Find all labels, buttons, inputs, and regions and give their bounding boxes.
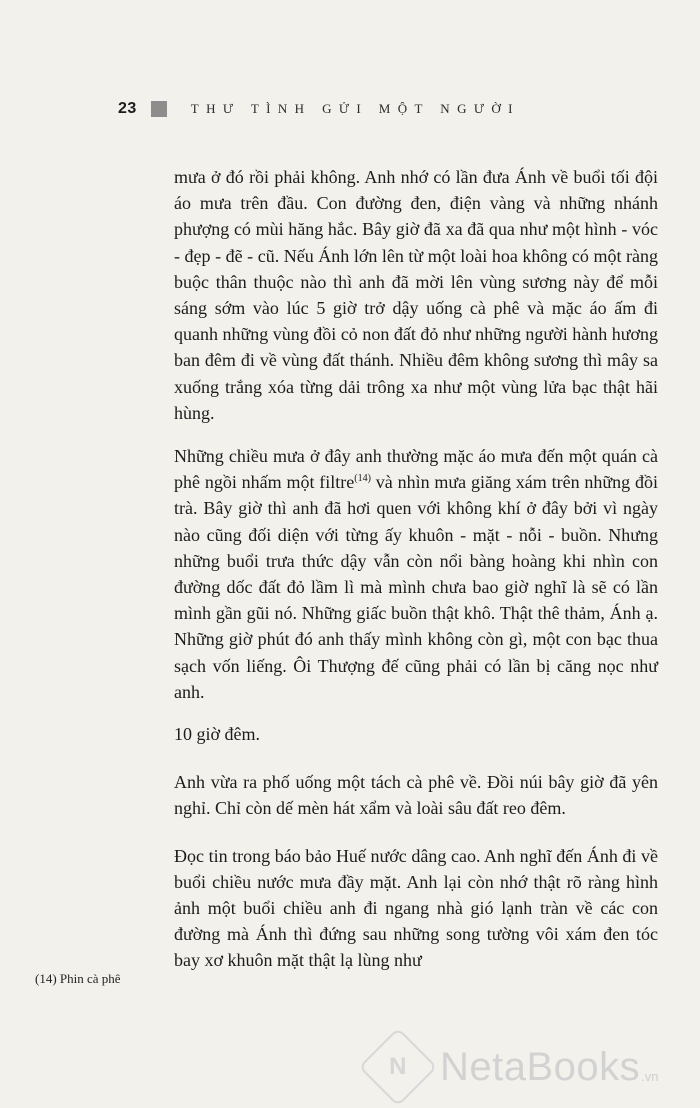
paragraph-4: Anh vừa ra phố uống một tách cà phê về. Đồi núi bây giờ đã yên nghỉ. Chỉ còn dế mèn hát xẩm và loài sâu đất reo đêm.: [174, 772, 658, 819]
watermark-brand: NetaBooks: [440, 1044, 641, 1089]
paragraph-2: [174, 443, 658, 705]
logo-letter: N: [389, 1053, 407, 1080]
paragraph-3-time: 10 giờ đêm.: [174, 724, 261, 745]
paragraph-1: mưa ở đó rồi phải không. Anh nhớ có lần đưa Ánh về buổi tối đội áo mưa trên đầu. Con đường đen, điện vàng và những nhánh phượng có mùi hăng hắc. Bây giờ đã xa đã qua như một hình - vóc - đẹp - đẽ - cũ. Nếu Ánh lớn lên từ một loài hoa không có một ràng buộc thân thuộc nào thì anh đã mời lên vùng sương này để mỗi sáng sớm vào lúc 5 giờ trở dậy uống cà phê và mặc áo ấm đi quanh những vùng đồi cỏ non đất đỏ như những người hành hương ban đêm đi về vùng đất thánh. Nhiều đêm không sương thì mây sa xuống trắng xóa từng dải trông xa như một vùng lửa bạc thật hãi hùng.: [174, 167, 658, 423]
footnote-marker: (14): [354, 473, 371, 485]
footnote: (14) Phin cà phê: [35, 971, 121, 986]
paragraph-5: Đọc tin trong báo bảo Huế nước dâng cao. Anh nghĩ đến Ánh đi về buổi chiều nước mưa đầy mặt. Anh lại còn nhớ thật rõ ràng hình ảnh một buổi chiều anh đi ngang nhà gió lạnh tràn về các con đường mà Ánh thì đứng sau những song tường vôi xám đen tóc bay xơ khuôn mặt thật lạ lùng như: [174, 845, 658, 971]
running-title: THƯ TÌNH GỬI MỘT NGƯỜI: [190, 101, 520, 116]
paragraph-2-text-after: và nhìn mưa giăng xám trên những đồi trà. Bây giờ thì anh đã hơi quen với không khí ở đây bởi vì ngày nào cũng đối diện với từng ấy khuôn - mặt - nỗi - buồn. Nhưng những buổi trưa thức dậy vẫn còn nổi bàng hoàng khi nhìn con đường dốc đất đỏ lầm lì mà mình chưa bao giờ nghĩ là sẽ có lần mình gần gũi nó. Những giấc buồn thật khô. Thật thê thảm, Ánh ạ. Những giờ phút đó anh thấy mình không còn gì, một con bạc thua sạch vốn liếng. Ôi Thượng đế cũng phải có lần bị căng nọc như anh.: [174, 472, 658, 702]
paragraph-2-text-before: Những chiều mưa ở đây anh thường mặc áo mưa đến một quán cà phê ngồi nhấm một filtre: [174, 446, 658, 493]
netabooks-watermark: [362, 1034, 692, 1100]
body-text: [174, 164, 658, 974]
watermark-suffix: .vn: [641, 1069, 659, 1084]
page-header: [118, 100, 660, 118]
header-square-ornament: [151, 101, 167, 117]
page-number: 23: [118, 100, 137, 117]
netabooks-logo-icon: [358, 1027, 437, 1106]
